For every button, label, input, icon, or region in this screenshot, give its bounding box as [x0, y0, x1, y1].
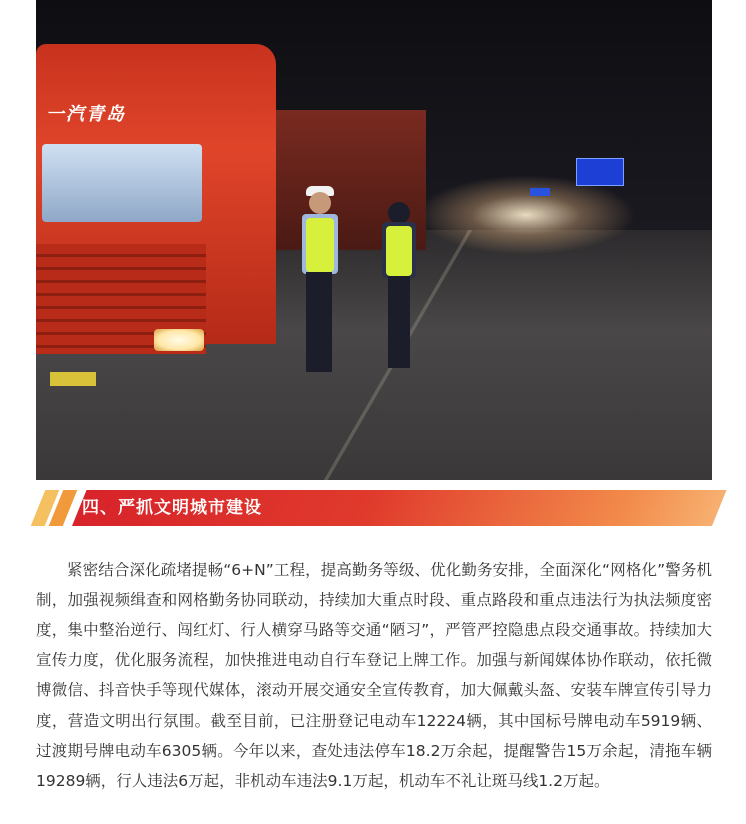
- night-traffic-police-photo: [36, 0, 712, 480]
- section-header: [36, 490, 712, 526]
- highway-sign: [576, 158, 624, 186]
- truck-brand-text: 一汽青岛: [46, 104, 126, 125]
- body-paragraph: 紧密结合深化疏堵提畅“6+N”工程，提高勤务等级、优化勤务安排，全面深化“网格化”警务机制，加强视频缉查和网格勤务协同联动，持续加大重点时段、重点路段和重点违法行为执法频度密度，集中整治逆行、闯红灯、行人横穿马路等交通“陋习”，严管严控隐患点段交通事故。持续加大宣传力度，优化服务流程，加快推进电动自行车登记上牌工作。加强与新闻媒体协作联动，依托微博微信、抖音快手等现代媒体，滚动开展交通安全宣传教育，加大佩戴头盔、安装车牌宣传引导力度，营造文明出行氛围。截至目前，已注册登记电动车12224辆，其中国标号牌电动车5919辆、过渡期号牌电动车6305辆。今年以来，查处违法停车18.2万余起，提醒警告15万余起，清拖车辆19289辆，行人违法6万起，非机动车违法9.1万起，机动车不礼让斑马线1.2万起。: [36, 560, 712, 790]
- truck-license-plate: [50, 372, 96, 386]
- small-highway-sign: [530, 188, 550, 196]
- truck-windshield: [42, 144, 202, 222]
- truck-headlight: [154, 329, 204, 351]
- vehicle-headlights-glow: [416, 175, 636, 255]
- red-truck-cab: [36, 44, 276, 344]
- section-title: 四、严抓文明城市建设: [82, 498, 262, 518]
